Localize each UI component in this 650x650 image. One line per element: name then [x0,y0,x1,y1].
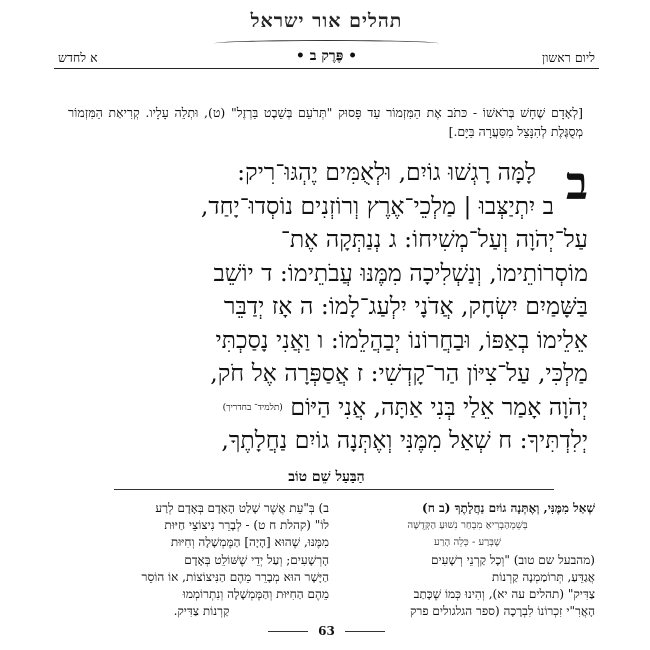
psalm-line: לָמָּה רָגְשׁוּ גוֹיִם, וּלְאֻמִּים יֶהְגּוּ־רִיק: [237,158,536,186]
commentary-line: (מהבעל שם טוב) "וְכָל קַרְנֵי רְשָׁעִים [431,552,595,567]
margin-note: (תלמיד־ בחדריך) [222,402,283,413]
commentary-line: הָרְשָׁעִים; וְעַל יְדֵי שֶׁשּׁוֹלֵט בְּאָדָם [184,552,329,567]
page [54,10,599,640]
chapter-initial: ב [565,156,588,210]
commentary-right-column [340,500,595,620]
psalm-line-text: יְהֹוָה אָמַר אֵלַי בְּנִי אַתָּה, אֲנִי הַיּוֹם [290,392,588,421]
commentary-line: צַדִּיק" (תהלים עה יא), וְהִינוּ כְּמוֹ שֶׁכָּתַב [413,586,595,601]
day-label: ליום ראשון [542,50,595,65]
footer-rule-right [345,631,385,632]
psalm-line: יְלִדְתִּיךָ: ח שְׁאַל מִמֶּנִּי וְאֶתְּנָה גוֹיִם נַחֲלָתֶךָ, [221,426,588,454]
page-footer [54,624,599,638]
instruction-text: [לְאָדָם שֶׁחָשׁ בְּרֹאשׁוֹ - כּתֹב אֶת הַמִּזְמוֹר עַד פָּסוּק "תְּרֹעֵם בְּשֵׁבֶט בַּרְזֶל" (ט), וּתְלֵה עָלָיו. קְרִיאַת הַמִּזְמוֹר מְסֻגֶּלֶת לְהִנָּצֵל מִסַּעֲרָה בַּיָּם.] [68,105,583,139]
psalm-line [58,391,588,425]
commentary-line: בְּשֵׁמְהַבְרִיאַ מִבְחַר נִשׁוּעַ הַקְּדֻשָּׁה [407,520,528,532]
month-day-label: א לחדש [58,50,98,65]
commentary-line: שֶׁבְּרַע - כְּלֵה הָרַע [433,537,502,549]
header-rule [54,68,599,69]
commentary-line: הָאֲרִ"י זִכְרוֹנוֹ לִבְרָכָה (ספר הגלגולים פרק [410,604,595,619]
psalm-line: אֵלֵימוֹ בְאַפּוֹ, וּבַחֲרוֹנוֹ יְבַהֲלֵמוֹ: ו וַאֲנִי נָסַכְתִּי [215,325,588,354]
commentary-title: הַבַּעַל שֵׁם טוֹב [288,469,365,485]
psalm-line: מוֹסְרוֹתֵימוֹ, וְנַשְׁלִיכָה מִמֶּנּוּ עֲבֹתֵימוֹ: ד יוֹשֵׁב [213,258,588,287]
running-head [54,48,599,68]
commentary-line: אֲגַדֵּעַ, תְּרוֹמַמְנָה קַרְנוֹת [491,569,595,584]
commentary-line: קַרְנוֹת צַדִּיק. [173,604,230,619]
commentary-rule [114,489,554,490]
commentary-line: מֵהֶם הַחִיּוּת וְהַמֶּמְשָׁלָה וְנִתְרוֹמְמוּ [182,586,329,601]
book-title: תהלים אור ישראל [174,10,479,44]
commentary-line: לוֹ" (קהלת ח ט) - לְבָרֵר נִיצוֹצֵי חַיּוּת [164,518,329,533]
commentary-line: הַיָּשָׁר הוּא מְבָרֵר מֵהֶם הַנִּיצוֹצוֹת, אוֹ הוֹסֵר [141,569,329,584]
title-ornament [214,40,439,47]
commentary-left-column [74,500,329,620]
commentary-line: שְׁאַל מִמֶּנִּי, וְאֶתְּנָה גוֹיִם נַחֲלָתֶךָ (ב ח) [422,501,595,515]
psalm-line: ב יִתְיַצְּבוּ | מַלְכֵי־אֶרֶץ וְרוֹזְנִים נוֹסְדוּ־יָחַד, [200,191,554,220]
psalm-line: עַל־יְהֹוָה וְעַל־מְשִׁיחוֹ: ג נְנַתְּקָה אֶת־ [280,225,588,253]
chapter-label: • פֶּרֶק ב • [295,48,358,64]
psalm-line: מַלְכִּי, עַל־צִיּוֹן הַר־קָדְשִׁי: ז אֲסַפְּרָה אֶל חֹק, [210,359,588,387]
psalm-text [58,156,588,458]
page-number: 63 [318,624,335,638]
footer-rule-left [268,631,308,632]
commentary-line: ב) בְּ"עֵת אֲשֶׁר שָׁלַט הָאָדָם בְּאָדָם לְרַע [155,501,329,515]
commentary-line: מִמֶּנּוּ, שֶׁהוּא [הָיָה] הַמֶּמְשָׁלָה וְחִיּוּת [170,535,329,550]
psalm-line: בַּשָּׁמַיִם יִשְׂחָק, אֲדֹנָי יִלְעַג־לָמוֹ: ה אָז יְדַבֵּר [223,292,588,320]
